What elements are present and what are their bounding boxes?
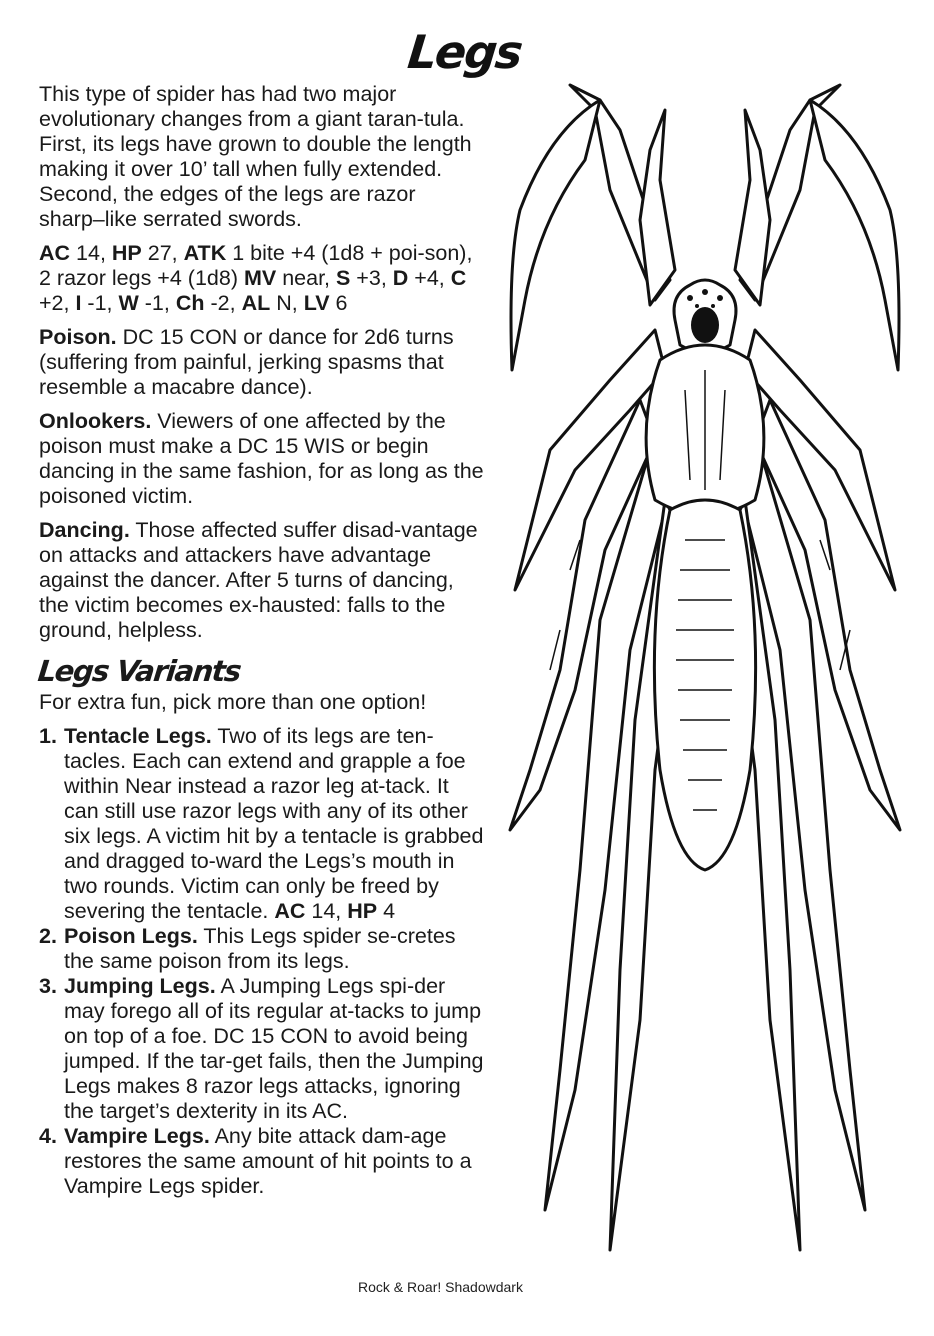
- page-title: Legs: [405, 25, 524, 79]
- variant-number: 3.: [39, 974, 57, 998]
- variant-text: This Legs spider se-cretes the same poison from its legs.: [64, 924, 456, 973]
- variant-name: Vampire Legs.: [64, 1124, 210, 1148]
- stat-value-al: N,: [270, 291, 304, 315]
- stat-value-lv: 6: [329, 291, 348, 315]
- stat-label-i: I: [75, 291, 82, 315]
- variant-item-tentacle-legs: [39, 724, 484, 924]
- stat-value-hp: 27,: [141, 241, 184, 265]
- stat-value-c: +2,: [39, 291, 76, 315]
- variant-text: Any bite attack dam-age restores the same amount of hit points to a Vampire Legs spider.: [64, 1124, 472, 1198]
- variant-item-jumping-legs: [39, 974, 484, 1124]
- stat-value-ac: 14,: [305, 899, 348, 923]
- stat-label-hp: HP: [111, 241, 142, 265]
- variant-text: A Jumping Legs spi-der may forego all of its regular at-tacks to jump on top of a foe. DC 15 CON to avoid being jumped. If the tar-get fails, then the Jumping Legs makes 8 razor legs attacks, ignoring the target’s dexterity in its AC.: [64, 974, 484, 1123]
- stat-label-s: S: [335, 266, 351, 290]
- ability-text: DC 15 CON or dance for 2d6 turns (suffering from painful, jerking spasms that resemble a macabre dance).: [39, 325, 454, 399]
- page-footer: Rock & Roar! Shadowdark: [358, 1279, 523, 1295]
- stat-value-w: -1,: [138, 291, 176, 315]
- variants-list: [39, 724, 484, 1199]
- variants-heading: Legs Variants: [36, 654, 242, 688]
- stat-label-ac: AC: [274, 899, 306, 923]
- variant-name: Poison Legs.: [64, 924, 198, 948]
- variant-name: Tentacle Legs.: [64, 724, 212, 748]
- ability-onlookers: [39, 409, 484, 509]
- variant-number: 2.: [39, 924, 57, 948]
- stat-label-d: D: [392, 266, 409, 290]
- stat-value-mv: near,: [276, 266, 336, 290]
- stat-block: [39, 241, 484, 316]
- stat-label-mv: MV: [243, 266, 277, 290]
- stat-value-hp: 4: [377, 899, 396, 923]
- ability-text: Viewers of one affected by the poison must make a DC 15 WIS or begin dancing in the same fashion, for as long as the poisoned victim.: [39, 409, 484, 508]
- text-column: [36, 82, 484, 1199]
- stat-label-ac: AC: [39, 241, 71, 265]
- stat-label-c: C: [450, 266, 467, 290]
- variant-text: Two of its legs are ten-tacles. Each can extend and grapple a foe within Near instead a razor leg at-tack. It can still use razor legs with any of its other six legs. A victim hit by a tentacle is grabbed and dragged to-ward the Legs’s mouth in two rounds. Victim can only be freed by severing the tentacle.: [64, 724, 484, 923]
- variant-item-poison-legs: [39, 924, 484, 974]
- ability-text: Those affected suffer disad-vantage on attacks and attackers have advantage against the dancer. After 5 turns of dancing, the victim becomes ex-hausted: falls to the ground, helpless.: [39, 518, 478, 642]
- ability-poison: [39, 325, 484, 400]
- stat-value-i: -1,: [81, 291, 119, 315]
- variant-item-vampire-legs: [39, 1124, 484, 1199]
- variant-number: 1.: [39, 724, 57, 748]
- stat-value-s: +3,: [350, 266, 393, 290]
- stat-value-d: +4,: [408, 266, 451, 290]
- stat-value-atk: 1 bite +4 (1d8 + poi-son), 2 razor legs +4 (1d8): [39, 241, 473, 290]
- ability-name: Onlookers.: [39, 409, 152, 433]
- stat-value-ch: -2,: [204, 291, 242, 315]
- ability-name: Poison.: [39, 325, 117, 349]
- stat-label-al: AL: [241, 291, 271, 315]
- description: This type of spider has had two major evolutionary changes from a giant taran-tula. First, its legs have grown to double the length making it over 10’ tall when fully extended. Second, the edges of the legs are razor sharp–like serrated swords.: [39, 82, 472, 231]
- ability-name: Dancing.: [39, 518, 130, 542]
- stat-label-w: W: [118, 291, 139, 315]
- spider-illustration: [490, 70, 920, 1260]
- stat-value-ac: 14,: [70, 241, 112, 265]
- stat-label-atk: ATK: [183, 241, 227, 265]
- variant-name: Jumping Legs.: [64, 974, 216, 998]
- variant-number: 4.: [39, 1124, 57, 1148]
- stat-label-ch: Ch: [175, 291, 205, 315]
- ability-dancing: [39, 518, 484, 643]
- stat-label-hp: HP: [347, 899, 378, 923]
- variants-intro: For extra fun, pick more than one option!: [39, 690, 427, 714]
- stat-label-lv: LV: [303, 291, 330, 315]
